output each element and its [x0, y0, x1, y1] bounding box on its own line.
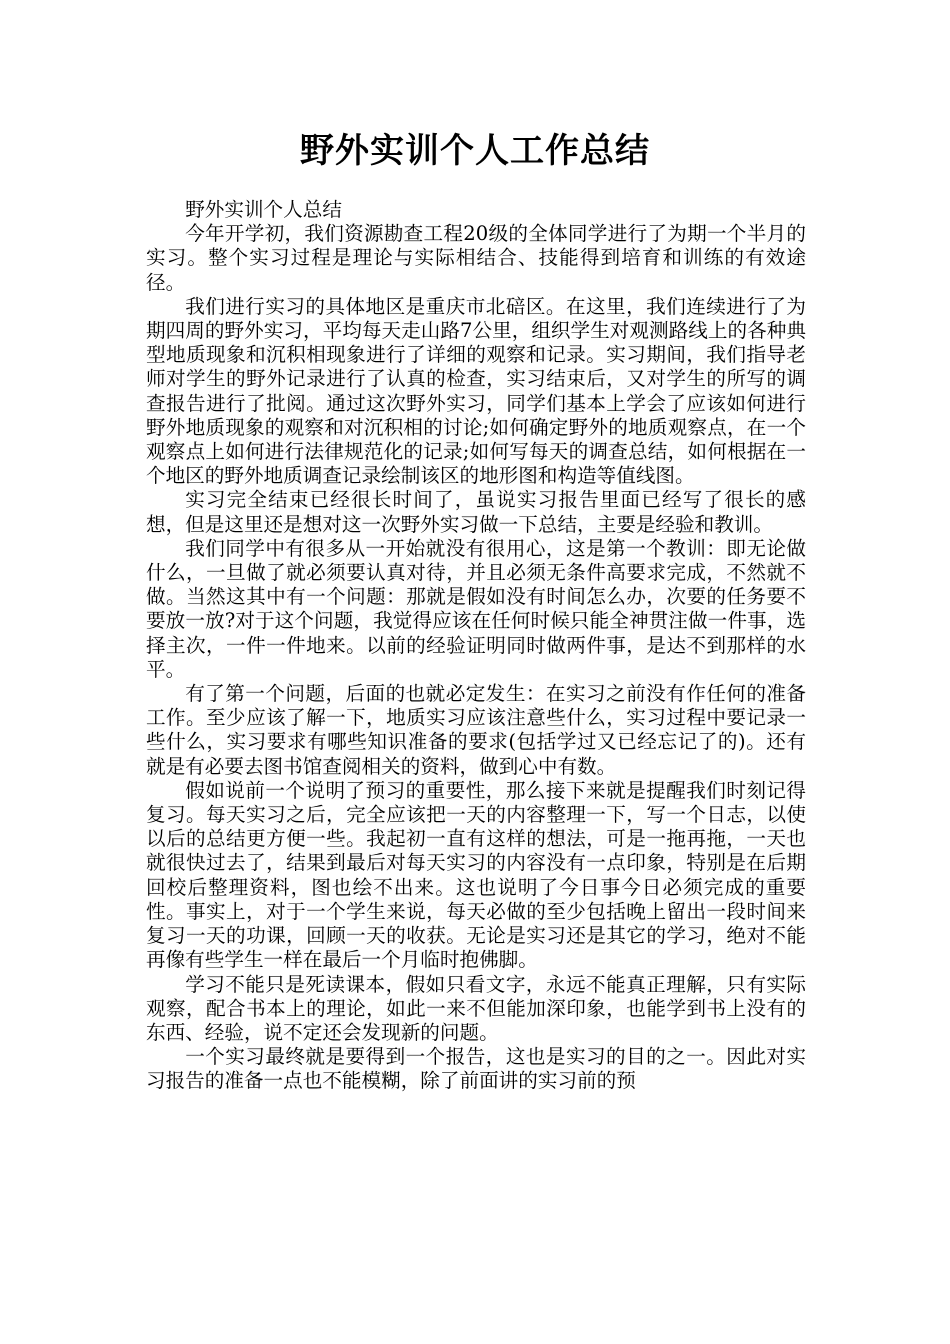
document-body — [146, 198, 806, 1094]
paragraph: 实习完全结束已经很长时间了，虽说实习报告里面已经写了很长的感想，但是这里还是想对这一次野外实习做一下总结，主要是经验和教训。 — [146, 488, 806, 536]
paragraph: 我们进行实习的具体地区是重庆市北碚区。在这里，我们连续进行了为期四周的野外实习，平均每天走山路7公里，组织学生对观测路线上的各种典型地质现象和沉积相现象进行了详细的观察和记录。实习期间，我们指导老师对学生的野外记录进行了认真的检查，实习结束后，又对学生的所写的调查报告进行了批阅。通过这次野外实习，同学们基本上学会了应该如何进行野外地质现象的观察和对沉积相的讨论;如何确定野外的地质观察点，在一个观察点上如何进行法律规范化的记录;如何写每天的调查总结，如何根据在一个地区的野外地质调查记录绘制该区的地形图和构造等值线图。 — [146, 294, 806, 488]
paragraph: 今年开学初，我们资源勘查工程20级的全体同学进行了为期一个半月的实习。整个实习过程是理论与实际相结合、技能得到培育和训练的有效途径。 — [146, 222, 806, 294]
paragraph: 假如说前一个说明了预习的重要性，那么接下来就是提醒我们时刻记得复习。每天实习之后，完全应该把一天的内容整理一下，写一个日志，以使以后的总结更方便一些。我起初一直有这样的想法，可是一拖再拖，一天也就很快过去了，结果到最后对每天实习的内容没有一点印象，特别是在后期回校后整理资料，图也绘不出来。这也说明了今日事今日必须完成的重要性。事实上，对于一个学生来说，每天必做的至少包括晚上留出一段时间来复习一天的功课，回顾一天的收获。无论是实习还是其它的学习，绝对不能再像有些学生一样在最后一个月临时抱佛脚。 — [146, 778, 806, 972]
paragraph-subtitle: 野外实训个人总结 — [185, 198, 342, 221]
paragraph: 我们同学中有很多从一开始就没有很用心，这是第一个教训：即无论做什么，一旦做了就必须要认真对待，并且必须无条件高要求完成，不然就不做。当然这其中有一个问题：那就是假如没有时间怎么办，次要的任务要不要放一放?对于这个问题，我觉得应该在任何时候只能全神贯注做一件事，选择主次，一件一件地来。以前的经验证明同时做两件事，是达不到那样的水平。 — [146, 536, 806, 681]
paragraph: 有了第一个问题，后面的也就必定发生：在实习之前没有作任何的准备工作。至少应该了解一下，地质实习应该注意些什么，实习过程中要记录一些什么，实习要求有哪些知识准备的要求(包括学过又已经忘记了的)。还有就是有必要去图书馆查阅相关的资料，做到心中有数。 — [146, 682, 806, 778]
paragraph: 学习不能只是死读课本，假如只看文字，永远不能真正理解，只有实际观察，配合书本上的理论，如此一来不但能加深印象，也能学到书上没有的东西、经验，说不定还会发现新的问题。 — [146, 972, 806, 1044]
document-title: 野外实训个人工作总结 — [300, 131, 650, 171]
paragraph: 一个实习最终就是要得到一个报告，这也是实习的目的之一。因此对实习报告的准备一点也不能模糊，除了前面讲的实习前的预 — [146, 1045, 806, 1093]
